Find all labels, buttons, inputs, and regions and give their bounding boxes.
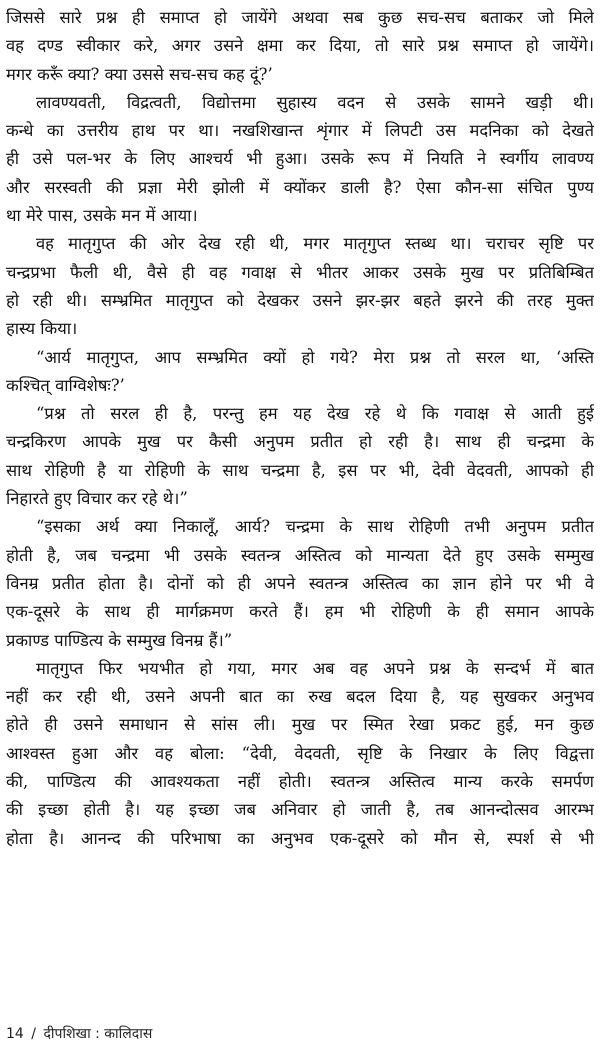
text-line: वह मातृगुप्त की ओर देख रही थी, मगर मातृगुप्त स्तब्ध था। चराचर सृष्टि पर: [36, 234, 594, 254]
text-line: “प्रश्न तो सरल ही है, परन्तु हम यह देख रहे थे कि गवाक्ष से आती हुई: [36, 404, 594, 424]
text-line: लावण्यवती, विद्रत्वती, विद्योत्तमा सुहास्य वदन से उसके सामने खड़ी थी।: [36, 92, 594, 112]
text-line: साथ रोहिणी है या रोहिणी के साथ चन्द्रमा है, इस पर भी, देवी वेदवती, आपको ही: [6, 460, 594, 480]
text-line: ही उसे पल-भर के लिए आश्चर्य भी हुआ। उसके रूप में नियति ने स्वर्गीय लावण्य: [6, 149, 594, 169]
text-line: कश्चित् वाग्विशेषः?’: [6, 375, 125, 395]
text-line: मगर करूँ क्या? क्या उससे सच-सच कह दूं?’: [6, 64, 273, 84]
text-line: होता है। आनन्द की परिभाषा का अनुभव एक-दूसरे को मौन से, स्पर्श से भी: [6, 828, 594, 848]
text-line: एक-दूसरे के साथ ही मार्गक्रमण करते हैं। हम भी रोहिणी के ही समान आपके: [6, 602, 594, 622]
text-line: चन्द्रप्रभा फैली थी, वैसे ही वह गवाक्ष से भीतर आकर उसके मुख पर प्रतिबिम्बित: [6, 262, 594, 282]
page-number: 14: [6, 1026, 24, 1042]
text-line: कन्धे का उत्तरीय हाथ पर था। नखशिखान्त शृंगार में लिपटी उस मदनिका को देखते: [6, 121, 594, 141]
text-line: और सरस्वती की प्रज्ञा मेरी झोली में क्योंकर डाली है? ऐसा कौन-सा संचित पुण्य: [6, 177, 594, 197]
text-line: नहीं कर रही थी, उसने अपनी बात का रुख बदल दिया है, यह सुखकर अनुभव: [6, 687, 594, 707]
text-line: हो रही थी। सम्भ्रमित मातृगुप्त को देखकर उसने झर-झर बहते झरने की तरह मुक्त: [6, 290, 594, 310]
page-footer: [6, 1024, 152, 1043]
text-line: प्रकाण्ड पाण्डित्य के सम्मुख विनम्र हैं।”: [6, 630, 233, 650]
book-title: दीपशिखा : कालिदास: [43, 1026, 153, 1042]
text-line: आश्वस्त हुआ और वह बोला: “देवी, वेदवती, सृष्टि के निखार के लिए विद्वत्ता: [6, 743, 594, 763]
text-line: निहारते हुए विचार कर रहे थे।”: [6, 489, 188, 509]
text-line: “इसका अर्थ क्या निकालूँ, आर्य? चन्द्रमा के साथ रोहिणी तभी अनुपम प्रतीत: [36, 517, 594, 537]
text-line: की, पाण्डित्य की आवश्यकता नहीं होती। स्वतन्त्र अस्तित्व मान्य करके समर्पण: [6, 772, 594, 792]
text-line: “आर्य मातृगुप्त, आप सम्भ्रमित क्यों हो गये? मेरा प्रश्न तो सरल था, ‘अस्ति: [36, 347, 594, 367]
text-line: विनम्र प्रतीत होता है। दोनों को ही अपने स्वतन्त्र अस्तित्व का ज्ञान होने पर भी वे: [6, 573, 594, 593]
text-line: था मेरे पास, उसके मन में आया।: [6, 206, 198, 226]
text-line: होती है, जब चन्द्रमा भी उसके स्वतन्त्र अस्तित्व को मान्यता देते हुए उसके सम्मुख: [6, 545, 594, 565]
text-line: हास्य किया।: [6, 319, 78, 339]
footer-separator: /: [31, 1026, 36, 1042]
text-line: होते ही उसने समाधान से सांस ली। मुख पर स्मित रेखा प्रकट हुई, मन कुछ: [6, 715, 594, 735]
body-text: [6, 4, 594, 853]
text-line: चन्द्रकिरण आपके मुख पर कैसी अनुपम प्रतीत हो रही है। साथ ही चन्द्रमा के: [6, 432, 594, 452]
text-line: की इच्छा होती है। यह इच्छा जब अनिवार हो जाती है, तब आनन्दोत्सव आरम्भ: [6, 800, 594, 820]
text-line: वह दण्ड स्वीकार करे, अगर उसने क्षमा कर दिया, तो सारे प्रश्न समाप्त हो जायेंगे।: [6, 36, 594, 56]
text-line: मातृगुप्त फिर भयभीत हो गया, मगर अब वह अपने प्रश्न के सन्दर्भ में बात: [36, 658, 594, 678]
text-line: जिससे सारे प्रश्न ही समाप्त हो जायेंगे अथवा सब कुछ सच-सच बताकर जो मिले: [6, 8, 594, 27]
